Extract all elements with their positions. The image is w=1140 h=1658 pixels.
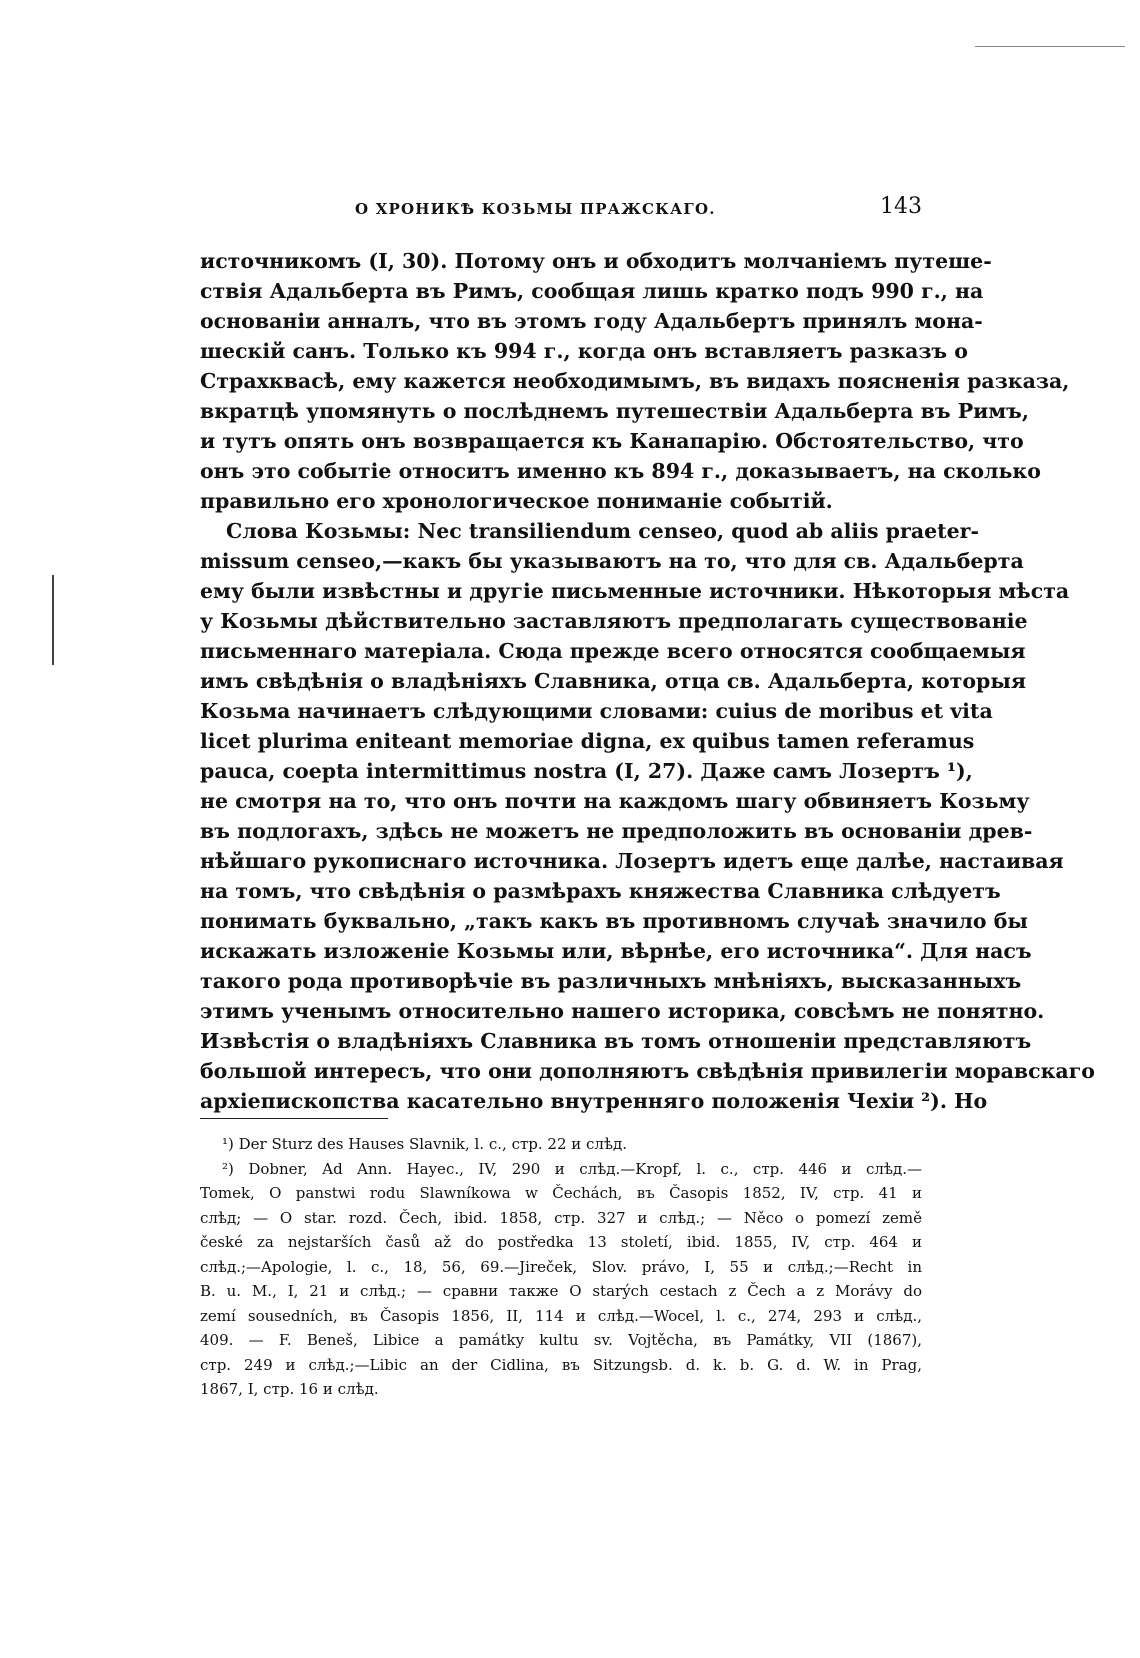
margin-pencil-mark (52, 575, 54, 665)
text-line: Извѣстія о владѣніяхъ Славника въ томъ отношеніи представляютъ (200, 1029, 1032, 1053)
text-line: ему были извѣстны и другіе письменные источники. Нѣкоторыя мѣста (200, 579, 1070, 603)
text-line: письменнаго матеріала. Сюда прежде всего относятся сообщаемыя (200, 639, 1026, 663)
footnote-line: 1867, I, стр. 16 и слѣд. (200, 1380, 379, 1398)
text-line: искажать изложеніе Козьмы или, вѣрнѣе, его источника“. Для насъ (200, 939, 1032, 963)
text-line: Страхквасѣ, ему кажется необходимымъ, въ видахъ поясненія разказа, (200, 369, 1070, 393)
scan-edge-line (975, 46, 1125, 47)
text-line: источникомъ (I, 30). Потому онъ и обходитъ молчаніемъ путеше- (200, 249, 992, 273)
text-line: Слова Козьмы: Nec transiliendum censeo, quod ab aliis praeter- (226, 519, 979, 543)
text-line: Козьма начинаетъ слѣдующими словами: cuius de moribus et vita (200, 699, 993, 723)
text-line: шескій санъ. Только къ 994 г., когда онъ вставляетъ разказъ о (200, 339, 968, 363)
text-line: основаніи анналъ, что въ этомъ году Адальбертъ принялъ мона- (200, 309, 983, 333)
footnote-line: слѣд; — O star. rozd. Čech, ibid. 1858, стр. 327 и слѣд.; — Něco o pomezí země (200, 1208, 922, 1227)
text-line: архіепископства касательно внутренняго положенія Чехіи ²). Но (200, 1089, 988, 1113)
footnotes (200, 1132, 922, 1402)
footnote-line: české za nejstarších časů až do postředka 13 století, ibid. 1855, IV, стр. 464 и (200, 1233, 922, 1251)
text-line: missum censeo,—какъ бы указываютъ на то, что для св. Адальберта (200, 549, 1024, 573)
text-line: pauca, coepta intermittimus nostra (I, 27). Даже самъ Лозертъ ¹), (200, 759, 973, 783)
main-text (200, 246, 1095, 1116)
text-line: правильно его хронологическое пониманіе событій. (200, 489, 833, 513)
text-line: и тутъ опять онъ возвращается къ Канапарію. Обстоятельство, что (200, 429, 1024, 453)
text-line: понимать буквально, „такъ какъ въ противномъ случаѣ значило бы (200, 909, 1028, 933)
text-line: не смотря на то, что онъ почти на каждомъ шагу обвиняетъ Козьму (200, 789, 1030, 813)
text-line: у Козьмы дѣйствительно заставляютъ предполагать существованіе (200, 609, 1028, 633)
footnote-line: Tomek, O panstwi rodu Slawníkowa w Čechách, въ Časopis 1852, IV, стр. 41 и (200, 1184, 922, 1202)
text-line: такого рода противорѣчіе въ различныхъ мнѣніяхъ, высказанныхъ (200, 969, 1022, 993)
text-line: вкратцѣ упомянуть о послѣднемъ путешествіи Адальберта въ Римъ, (200, 399, 1029, 423)
page-number: 143 (880, 194, 922, 219)
text-line: въ подлогахъ, здѣсь не можетъ не предположить въ основаніи древ- (200, 819, 1033, 843)
text-line: большой интересъ, что они дополняютъ свѣдѣнія привилегіи моравскаго (200, 1059, 1095, 1083)
footnote-line: ¹) Der Sturz des Hauses Slavnik, l. c., стр. 22 и слѣд. (222, 1135, 627, 1153)
footnote-line: ²) Dobner, Ad Ann. Hayec., IV, 290 и слѣд.—Kropf, l. c., стр. 446 и слѣд.— (222, 1159, 922, 1178)
text-line: этимъ ученымъ относительно нашего историка, совсѣмъ не понятно. (200, 999, 1045, 1023)
footnote-line: 409. — F. Beneš, Libice a památky kultu sv. Vojtěcha, въ Památky, VII (1867), (200, 1331, 922, 1349)
footnote-line: zemí sousedních, въ Časopis 1856, II, 114 и слѣд.—Wocel, l. c., 274, 293 и слѣд., (200, 1306, 922, 1325)
footnote-line: B. u. M., I, 21 и слѣд.; — сравни также O starých cestach z Čech a z Morávy do (200, 1282, 922, 1300)
text-line: licet plurima eniteant memoriae digna, ex quibus tamen referamus (200, 729, 975, 753)
footnote-line: стр. 249 и слѣд.;—Libic an der Cidlina, въ Sitzungsb. d. k. b. G. d. W. in Prag, (200, 1355, 922, 1374)
footnote-line: слѣд.;—Apologie, l. c., 18, 56, 69.—Jireček, Slov. právo, I, 55 и слѣд.;—Recht in (200, 1257, 922, 1276)
text-line: онъ это событіе относитъ именно къ 894 г., доказываетъ, на сколько (200, 459, 1041, 483)
running-title: О ХРОНИКѢ КОЗЬМЫ ПРАЖСКАГО. (355, 200, 716, 218)
footnote-rule (200, 1118, 388, 1119)
text-line: нѣйшаго рукописнаго источника. Лозертъ идетъ еще далѣе, настаивая (200, 849, 1064, 873)
text-line: на томъ, что свѣдѣнія о размѣрахъ княжества Славника слѣдуетъ (200, 879, 1001, 903)
text-line: ствія Адальберта въ Римъ, сообщая лишь кратко подъ 990 г., на (200, 279, 984, 303)
text-line: имъ свѣдѣнія о владѣніяхъ Славника, отца св. Адальберта, которыя (200, 669, 1027, 693)
page-header (200, 194, 922, 224)
